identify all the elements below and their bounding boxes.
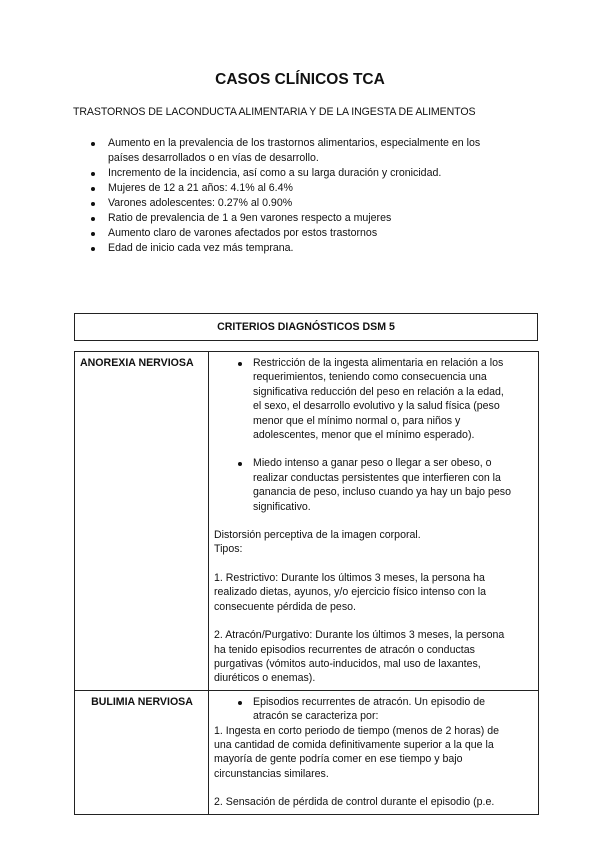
table-row (75, 352, 539, 691)
list-item: Aumento claro de varones afectados por estos trastornos (90, 226, 480, 241)
list-item: Aumento en la prevalencia de los trastornos alimentarios, especialmente en los países desarrollados o en vías de desarrollo. (90, 136, 480, 166)
intro-bullet-list (90, 136, 480, 256)
criteria-header: CRITERIOS DIAGNÓSTICOS DSM 5 (74, 313, 538, 341)
list-item: Episodios recurrentes de atracón. Un episodio de atracón se caracteriza por: (234, 695, 534, 724)
distortion-text: Distorsión perceptiva de la imagen corporal. Tipos: (214, 529, 421, 556)
type-restrictive: 1. Restrictivo: Durante los últimos 3 meses, la persona ha realizado dietas, ayunos, y/o ejercicio físico intenso con la consecuente pérdida de peso. (214, 571, 487, 613)
list-item: Mujeres de 12 a 21 años: 4.1% al 6.4% (90, 181, 480, 196)
list-item: Miedo intenso a ganar peso o llegar a ser obeso, o realizar conductas persistentes que interfieren con la ganancia de peso, incluso cuando ya hay un bajo peso significativo. (234, 456, 534, 514)
list-item: Restricción de la ingesta alimentaria en relación a los requerimientos, teniendo como consecuencia una significativa reducción del peso en relación a la edad, el sexo, el desarrollo evolutivo y la salud física (peso menor que el mínimo normal o, para niños y adolescentes, menor que el mínimo esperado). (234, 356, 534, 442)
bulimia-item-1: 1. Ingesta en corto periodo de tiempo (menos de 2 horas) de una cantidad de comida definitivamente superior a la que la mayoría de gente podría comer en ese tiempo y bajo circunstancias similares. (214, 724, 500, 780)
bulimia-criteria (209, 690, 539, 814)
anorexia-criteria (209, 352, 539, 691)
table-row (75, 690, 539, 814)
list-item: Edad de inicio cada vez más temprana. (90, 241, 480, 256)
list-item: Incremento de la incidencia, así como a su larga duración y cronicidad. (90, 166, 480, 181)
type-purgative: 2. Atracón/Purgativo: Durante los últimos 3 meses, la persona ha tenido episodios recurrentes de atracón o conductas purgativas (vómitos auto-inducidos, mal uso de laxantes, diuréticos o enemas). (214, 629, 505, 685)
list-item: Varones adolescentes: 0.27% al 0.90% (90, 196, 480, 211)
criteria-table (74, 351, 539, 815)
anorexia-label: ANOREXIA NERVIOSA (75, 352, 209, 691)
document-subtitle: TRASTORNOS DE LACONDUCTA ALIMENTARIA Y DE LA INGESTA DE ALIMENTOS (73, 106, 476, 118)
bulimia-item-2: 2. Sensación de pérdida de control durante el episodio (p.e. (214, 796, 495, 809)
bulimia-label: BULIMIA NERVIOSA (75, 690, 209, 814)
document-title: CASOS CLÍNICOS TCA (215, 71, 385, 88)
list-item: Ratio de prevalencia de 1 a 9en varones respecto a mujeres (90, 211, 480, 226)
